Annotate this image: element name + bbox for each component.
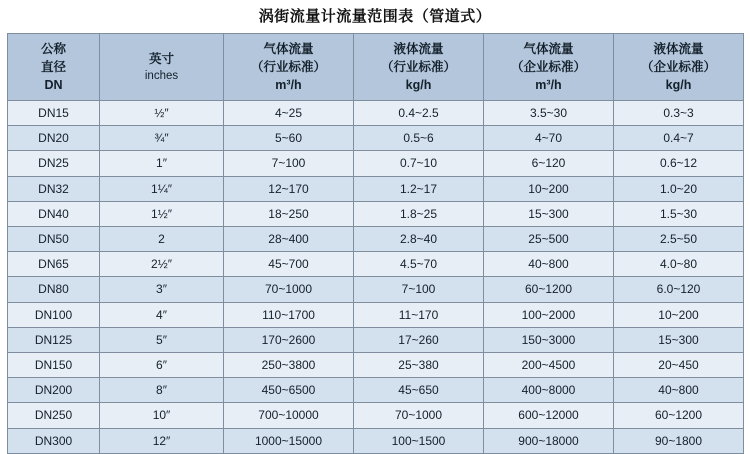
cell-gas-flow-industry: 4~25 (224, 101, 354, 126)
cell-liquid-flow-enterprise: 4.0~80 (614, 252, 744, 277)
cell-gas-flow-enterprise: 4~70 (484, 126, 614, 151)
cell-liquid-flow-industry: 100~1500 (354, 428, 484, 453)
cell-liquid-flow-enterprise: 2.5~50 (614, 227, 744, 252)
cell-inches: 2½″ (100, 252, 224, 277)
cell-gas-flow-industry: 700~10000 (224, 403, 354, 428)
cell-nominal-diameter: DN250 (8, 403, 100, 428)
cell-inches: 1″ (100, 151, 224, 176)
cell-gas-flow-industry: 1000~15000 (224, 428, 354, 453)
cell-gas-flow-enterprise: 600~12000 (484, 403, 614, 428)
header-line-1: 液体流量 (393, 41, 444, 56)
cell-nominal-diameter: DN25 (8, 151, 100, 176)
cell-gas-flow-enterprise: 40~800 (484, 252, 614, 277)
cell-gas-flow-industry: 70~1000 (224, 277, 354, 302)
cell-nominal-diameter: DN100 (8, 302, 100, 327)
table-body (8, 101, 744, 454)
table-row (8, 428, 744, 453)
cell-inches: 1¼″ (100, 176, 224, 201)
header-line-1: 气体流量 (263, 41, 314, 56)
cell-inches: 12″ (100, 428, 224, 453)
cell-gas-flow-industry: 110~1700 (224, 302, 354, 327)
cell-liquid-flow-enterprise: 15~300 (614, 327, 744, 352)
header-line-2: 直径 (40, 59, 66, 74)
table-row (8, 403, 744, 428)
cell-gas-flow-enterprise: 900~18000 (484, 428, 614, 453)
cell-liquid-flow-enterprise: 20~450 (614, 353, 744, 378)
cell-nominal-diameter: DN150 (8, 353, 100, 378)
table-header (8, 34, 744, 101)
cell-liquid-flow-industry: 0.5~6 (354, 126, 484, 151)
header-line-3: DN (44, 78, 63, 93)
table-row (8, 151, 744, 176)
table-row (8, 126, 744, 151)
cell-gas-flow-enterprise: 6~120 (484, 151, 614, 176)
header-line-3: m³/h (535, 78, 562, 93)
cell-liquid-flow-industry: 0.4~2.5 (354, 101, 484, 126)
cell-nominal-diameter: DN32 (8, 176, 100, 201)
cell-gas-flow-industry: 28~400 (224, 227, 354, 252)
table-row (8, 378, 744, 403)
column-header-gas-flow-enterprise (484, 34, 614, 101)
cell-liquid-flow-industry: 45~650 (354, 378, 484, 403)
cell-inches: 5″ (100, 327, 224, 352)
header-row (8, 34, 744, 101)
cell-liquid-flow-enterprise: 10~200 (614, 302, 744, 327)
cell-inches: 4″ (100, 302, 224, 327)
cell-liquid-flow-enterprise: 6.0~120 (614, 277, 744, 302)
cell-gas-flow-enterprise: 60~1200 (484, 277, 614, 302)
header-line-1: 公称 (40, 41, 66, 56)
cell-inches: 10″ (100, 403, 224, 428)
cell-nominal-diameter: DN50 (8, 227, 100, 252)
header-line-1: 液体流量 (653, 41, 704, 56)
cell-liquid-flow-industry: 1.8~25 (354, 201, 484, 226)
cell-gas-flow-industry: 18~250 (224, 201, 354, 226)
cell-nominal-diameter: DN65 (8, 252, 100, 277)
table-row (8, 277, 744, 302)
cell-gas-flow-industry: 250~3800 (224, 353, 354, 378)
cell-liquid-flow-industry: 17~260 (354, 327, 484, 352)
cell-gas-flow-enterprise: 10~200 (484, 176, 614, 201)
header-line-2: （行业标准） (250, 59, 326, 74)
table-row (8, 302, 744, 327)
cell-gas-flow-industry: 5~60 (224, 126, 354, 151)
cell-nominal-diameter: DN20 (8, 126, 100, 151)
cell-inches: ½″ (100, 101, 224, 126)
cell-gas-flow-enterprise: 200~4500 (484, 353, 614, 378)
cell-nominal-diameter: DN80 (8, 277, 100, 302)
cell-inches: 1½″ (100, 201, 224, 226)
header-line-3: kg/h (405, 78, 432, 93)
header-line-2: （企业标准） (640, 59, 716, 74)
cell-nominal-diameter: DN15 (8, 101, 100, 126)
flow-range-table (7, 33, 744, 454)
cell-gas-flow-enterprise: 400~8000 (484, 378, 614, 403)
cell-liquid-flow-industry: 1.2~17 (354, 176, 484, 201)
cell-inches: ¾″ (100, 126, 224, 151)
cell-inches: 3″ (100, 277, 224, 302)
cell-liquid-flow-enterprise: 0.6~12 (614, 151, 744, 176)
table-row (8, 227, 744, 252)
header-line-3: kg/h (665, 78, 692, 93)
header-line-3: inches (144, 69, 179, 82)
cell-liquid-flow-enterprise: 40~800 (614, 378, 744, 403)
column-header-liquid-flow-industry (354, 34, 484, 101)
cell-nominal-diameter: DN125 (8, 327, 100, 352)
cell-gas-flow-industry: 7~100 (224, 151, 354, 176)
header-line-2: （企业标准） (510, 59, 586, 74)
cell-gas-flow-enterprise: 3.5~30 (484, 101, 614, 126)
table-row (8, 353, 744, 378)
header-line-1: 气体流量 (523, 41, 574, 56)
table-row (8, 176, 744, 201)
cell-gas-flow-enterprise: 100~2000 (484, 302, 614, 327)
cell-gas-flow-industry: 450~6500 (224, 378, 354, 403)
column-header-liquid-flow-enterprise (614, 34, 744, 101)
cell-gas-flow-industry: 170~2600 (224, 327, 354, 352)
header-line-3: m³/h (275, 78, 302, 93)
cell-inches: 8″ (100, 378, 224, 403)
cell-nominal-diameter: DN300 (8, 428, 100, 453)
cell-liquid-flow-enterprise: 60~1200 (614, 403, 744, 428)
cell-liquid-flow-enterprise: 1.0~20 (614, 176, 744, 201)
cell-liquid-flow-enterprise: 0.3~3 (614, 101, 744, 126)
cell-nominal-diameter: DN40 (8, 201, 100, 226)
column-header-gas-flow-industry (224, 34, 354, 101)
cell-gas-flow-enterprise: 150~3000 (484, 327, 614, 352)
cell-liquid-flow-industry: 0.7~10 (354, 151, 484, 176)
cell-liquid-flow-industry: 11~170 (354, 302, 484, 327)
cell-liquid-flow-enterprise: 90~1800 (614, 428, 744, 453)
column-header-nominal-diameter (8, 34, 100, 101)
page-title: 涡街流量计流量范围表（管道式） (258, 8, 492, 25)
cell-liquid-flow-industry: 7~100 (354, 277, 484, 302)
cell-liquid-flow-industry: 4.5~70 (354, 252, 484, 277)
table-row (8, 201, 744, 226)
cell-nominal-diameter: DN200 (8, 378, 100, 403)
cell-liquid-flow-industry: 25~380 (354, 353, 484, 378)
cell-gas-flow-industry: 45~700 (224, 252, 354, 277)
cell-gas-flow-industry: 12~170 (224, 176, 354, 201)
cell-liquid-flow-industry: 2.8~40 (354, 227, 484, 252)
table-row (8, 252, 744, 277)
column-header-inches (100, 34, 224, 101)
table-row (8, 327, 744, 352)
cell-gas-flow-enterprise: 25~500 (484, 227, 614, 252)
header-line-2: （行业标准） (380, 59, 456, 74)
cell-gas-flow-enterprise: 15~300 (484, 201, 614, 226)
table-row (8, 101, 744, 126)
cell-inches: 2 (100, 227, 224, 252)
cell-liquid-flow-industry: 70~1000 (354, 403, 484, 428)
header-line-1: 英寸 (148, 51, 174, 66)
cell-liquid-flow-enterprise: 0.4~7 (614, 126, 744, 151)
cell-liquid-flow-enterprise: 1.5~30 (614, 201, 744, 226)
cell-inches: 6″ (100, 353, 224, 378)
